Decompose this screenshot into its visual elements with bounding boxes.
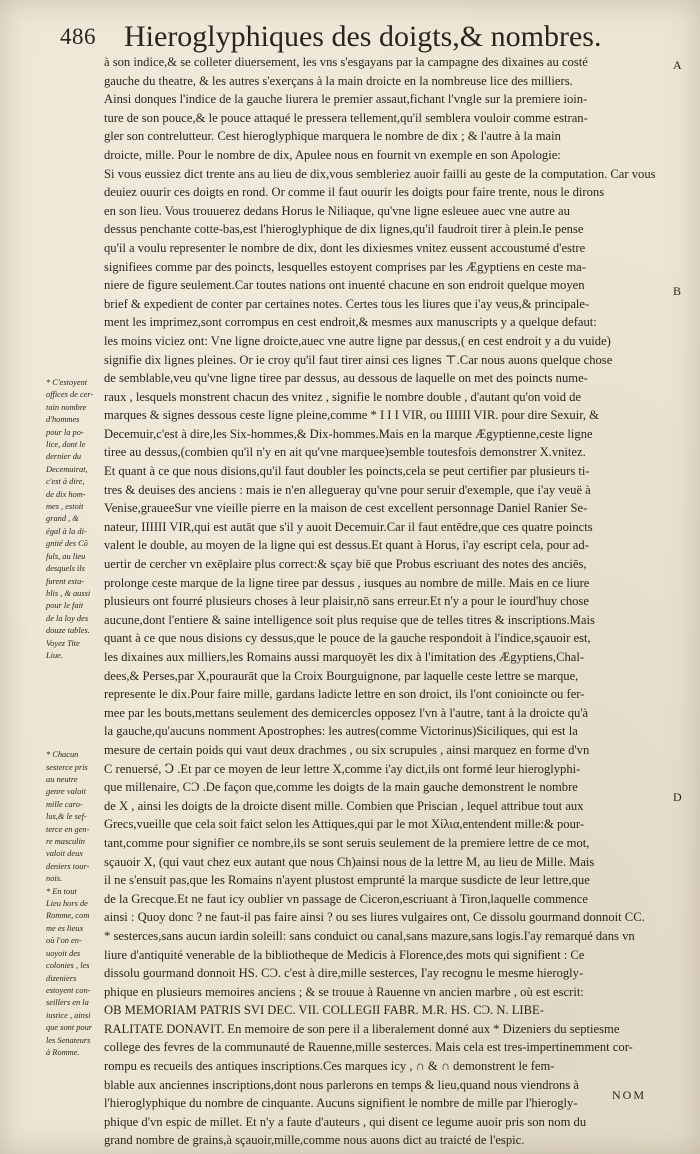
text-line: que millenaire, CƆ .De façon que,comme les doigts de la main gauche demonstrent le nombre bbox=[104, 780, 578, 795]
margin-note-line: furent esta- bbox=[46, 576, 85, 586]
margin-note-line: que sont pour bbox=[46, 1023, 93, 1033]
margin-note-line: uoyoit des bbox=[46, 948, 81, 958]
margin-note-line: re masculin bbox=[46, 837, 85, 847]
margin-note-line: pour la po- bbox=[46, 427, 84, 437]
text-line: Decemuir,c'est à dire,les Six-hommes,& Dix-hommes.Mais en la marque Ægyptienne,ceste ligne bbox=[104, 426, 593, 441]
text-line: nateur, IIIIII VIR,qui est autāt que s'il y auoit Decemuir.Car il faut entēdre,que ces quatre poincts bbox=[104, 519, 593, 534]
margin-note-line: iustice , ainsi bbox=[46, 1010, 91, 1020]
margin-note-line bbox=[46, 687, 96, 699]
margin-note-line: genre valoit bbox=[46, 787, 86, 797]
margin-note-line: colonies , les bbox=[46, 961, 90, 971]
text-line: Grecs,vueille que cela soit faict selon les Attiques,qui par le mot Χίλια,entendent mille:& pour- bbox=[104, 817, 585, 832]
margin-note-line: où l'on en- bbox=[46, 936, 82, 946]
margin-note-line: Liue. bbox=[46, 650, 63, 660]
margin-note-line: de dix hom- bbox=[46, 489, 86, 499]
margin-note-line: Romme, com bbox=[46, 911, 90, 921]
text-line: de X , ainsi les doigts de la droicte disent mille. Combien que Priscian , lequel attribue tout aux bbox=[104, 798, 584, 813]
body-text bbox=[104, 53, 670, 1148]
margin-note-line: égal à la di- bbox=[46, 526, 87, 536]
margin-note-line: d'hommes bbox=[46, 415, 80, 425]
margin-note-line: * En tout bbox=[46, 886, 77, 896]
margin-note-line: dizeniers bbox=[46, 973, 77, 983]
margin-note-line: fuls, au lieu bbox=[46, 551, 86, 561]
margin-note-line bbox=[46, 675, 96, 687]
text-line: mesure de certain poids qui vaut deux drachmes , ou six scrupules , ainsi marquez en forme d'vn bbox=[104, 742, 590, 757]
text-line: à son indice,& se colleter diuersement, les vns s'esgayans par la campagne des dixaines au costé bbox=[104, 55, 588, 69]
margin-note-line: lus,& le sef- bbox=[46, 812, 87, 822]
text-line: grand nombre de grains,à sçauoir,mille,comme nous auons dict au traicté de l'espic. bbox=[104, 1133, 525, 1148]
text-line: les dixaines aux milliers,les Romains aussi marquoyēt les dix à l'imitation des Ægyptiens,Chal- bbox=[104, 650, 585, 664]
text-line: gauche du theatre, & les autres s'exerçans à la main droicte en la nombreuse lice des milliers. bbox=[104, 73, 573, 88]
text-line: les moins viciez ont: Vne ligne droicte,auec vne autre ligne par dessus,( en cest endroit y a du vuide) bbox=[104, 333, 611, 348]
text-line: signifie dix lignes pleines. Or ie croy qu'il faut tirer ainsi ces lignes ⊤.Car nous auons quelque chose bbox=[104, 352, 613, 367]
margin-note-line: de la loy des bbox=[46, 613, 89, 623]
margin-note-line: me es lieux bbox=[46, 923, 84, 933]
margin-note-line: au neutre bbox=[46, 775, 78, 784]
margin-note-line: * Chacun bbox=[46, 750, 79, 760]
text-line: uertir de cercher vn exēplaire plus correct:& sçay biē que Probus escriuant des notes des anciēs, bbox=[104, 557, 587, 572]
margin-note-line: sesterce pris bbox=[46, 762, 88, 772]
text-line: tant,comme pour signifier ce nombre,ils se sont seruis seulement de la premiere lettre de ce mot, bbox=[104, 835, 590, 850]
margin-note-line: tain nombre bbox=[46, 402, 87, 412]
text-line: phique en plusieurs memoires anciens ; & se trouue à Rauenne vn ancien marbre , où est escrit: bbox=[104, 984, 584, 999]
margin-note-line: * C'estoyent bbox=[46, 378, 88, 387]
text-line: mee par les bouts,mettans seulement des demicercles opposez l'vn à l'autre, tant à la droicte qu'à bbox=[104, 705, 589, 720]
text-line: liure d'antiquité venerable de la bibliotheque de Medicis à Florence,des mots qui signifient : Ce bbox=[104, 947, 585, 962]
margin-letter-a: A bbox=[673, 58, 682, 72]
margin-note-line bbox=[46, 712, 96, 724]
margin-note-line: blis , & aussi bbox=[46, 588, 91, 598]
text-line: aucune,dont l'entiere & saine intelligence soit plus requise que de telles titres & inscriptions.Mais bbox=[104, 612, 595, 627]
text-line: raux , lesquels monstrent chacun des vnitez , signifie le nombre double , d'autant qu'on void de bbox=[104, 389, 582, 404]
margin-note-line: estoyent con- bbox=[46, 985, 91, 995]
text-line: prolonge ceste marque de la ligne tiree par dessus , iusques au nombre de mille. Mais en ce liure bbox=[104, 575, 590, 590]
text-line: marques & signes dessous ceste ligne pleine,comme * I I I VIR, ou IIIIII VIR. pour dire Sexuir, & bbox=[104, 408, 599, 423]
margin-note-line: valoit deux bbox=[46, 849, 83, 859]
text-line: il ne s'ensuit pas,que les Romains n'ayent plustost emprunté la marque susdicte de leur lettre,que bbox=[104, 873, 590, 888]
margin-note-line: terce en gen- bbox=[46, 824, 90, 834]
text-line: tres & deuises des anciens : mais ie n'en allegueray qu'vne pour seruir d'exemple, que i'ay veuë à bbox=[104, 482, 591, 497]
text-line: qu'il a voulu representer le nombre de dix, dont les dixiesmes vnitez eussent accoustumé d'estre bbox=[104, 240, 586, 255]
margin-note-line: mes , estoit bbox=[46, 502, 84, 512]
margin-note-line: mille caro- bbox=[46, 799, 83, 809]
margin-note-line: nois. bbox=[46, 874, 63, 884]
margin-note-line bbox=[46, 724, 96, 736]
text-line: deuiez ouurir ces doigts en rond. Or comme il faut ouurir les doigts pour faire trente, nous le dirons bbox=[104, 185, 605, 200]
margin-note-line: douze tables. bbox=[46, 626, 90, 636]
text-line: college des fevres de la communauté de Rauenne,mille sesterces. Mais cela est tres-impertinemment cor- bbox=[104, 1040, 633, 1055]
text-line: quant à ce que nous disions cy dessus,que le pouce de la gauche respondoit à l'indice,sçauoir est, bbox=[104, 631, 591, 646]
text-line: tiree au dessus,(combien qu'il n'y en ait qu'vne marquee)semble toutesfois demonstrer X.vnitez. bbox=[104, 445, 586, 460]
text-line: niere de figure seulement.Car toutes nations ont inuenté chacune en son endroit quelque moyen bbox=[104, 278, 585, 293]
margin-note-line: desquels ils bbox=[46, 564, 85, 574]
text-line: signifiees comme par des poincts, lesquelles estoyent comprises par les Ægyptiens en ceste ma- bbox=[104, 259, 586, 274]
margin-notes bbox=[46, 377, 96, 1102]
text-line: en son lieu. Vous trouuerez dedans Horus le Niliaque, qu'vne ligne esleuee auec vne autre au bbox=[104, 203, 570, 218]
margin-note-line bbox=[46, 662, 96, 674]
margin-note-line bbox=[46, 737, 96, 749]
text-line: plusieurs ont fourré plusieurs choses à leur plaisir,nō sans erreur.Et n'y a pour le iourd'huy chose bbox=[104, 594, 589, 609]
margin-note-line: à Romme. bbox=[46, 1047, 80, 1057]
text-line: dissolu gourmand donnoit HS. CƆ. c'est à dire,mille sesterces, I'ay recognu le mesme hierogly- bbox=[104, 966, 584, 981]
text-line: C renuersé, Ↄ .Et par ce moyen de leur lettre X,comme i'ay dict,ils ont formé leur hieroglyphi- bbox=[104, 761, 581, 776]
text-line: Si vous eussiez dict trente ans au lieu de dix,vous sembleriez auoir failli au geste de la computation. Car vous bbox=[104, 166, 656, 181]
margin-note-line bbox=[46, 700, 96, 712]
margin-note-line: dernier du bbox=[46, 452, 82, 462]
text-line: brief & expedient de conter par certaines notes. Certes tous les liures que i'ay veus,& principale- bbox=[104, 296, 590, 311]
text-line: la gauche,qu'aucuns nomment Apostrophes: les autres(comme Victorinus)Siciliques, qui est la bbox=[104, 724, 578, 739]
margin-note-line: Voyez Tite bbox=[46, 638, 80, 648]
margin-note-line: c'est à dire, bbox=[46, 477, 85, 487]
text-line: de semblable,veu qu'vne ligne tiree par dessus, au dessous de laquelle on met des poincts nume- bbox=[104, 371, 588, 386]
text-line: phique d'vn espic de millet. Et n'y a faute d'auteurs , qui disent ce legume auoir pris son nom du bbox=[104, 1114, 587, 1129]
page-number: 486 bbox=[60, 24, 96, 49]
text-line: rompu es recueils des antiques inscriptions.Ces marques icy , ∩ & ∩ demonstrent le fem- bbox=[104, 1059, 555, 1074]
text-line: Venise,graueeSur vne vieille pierre en la maison de cest excellent personnage Daniel Ranier Se- bbox=[104, 501, 588, 516]
text-line: Et quant à ce que nous disions,qu'il faut doubler les poincts,cela se peut certifier par plusieurs ti- bbox=[104, 464, 590, 479]
margin-note-line: gnité des Cō bbox=[46, 539, 88, 549]
text-line: ment les imprimez,sont corrompus en cest endroit,& mesmes aux manuscripts y a quelque defaut: bbox=[104, 315, 597, 330]
margin-note-line: deniers tour- bbox=[46, 861, 90, 871]
margin-note-line: grand , & bbox=[46, 514, 79, 524]
text-line: dees,& Perses,par X,pouraurāt que la Croix Bourguignone, par laquelle ceste lettre se marque, bbox=[104, 668, 579, 683]
text-line: represente le dix.Pour faire mille, gardans ladicte lettre en son droict, ils l'ont conioincte ou fer- bbox=[104, 687, 585, 702]
text-line: ture de son pouce,& le pouce attaqué le pressera tellement,qu'il semblera vouloir comme estran- bbox=[104, 110, 588, 125]
margin-note-line: Decemuirat, bbox=[46, 464, 88, 474]
text-line: valent le double, au moyen de la ligne qui est dessus.Et quant à Horus, i'ay escript cela, pour ad- bbox=[104, 538, 589, 553]
text-line: gler son contrelutteur. Cest hieroglyphique marquera le nombre de dix ; & l'autre à la main bbox=[104, 129, 561, 144]
margin-note-line: pour le fait bbox=[46, 601, 84, 611]
text-line: sçauoir X, (qui vaut chez eux autant que nous Ch)ainsi nous de la lettre M, au lieu de Mille. Mais bbox=[104, 854, 595, 869]
running-title: Hieroglyphiques des doigts,& nombres. bbox=[124, 20, 602, 53]
text-line: de la Grecque.Et ne faut icy oublier vn passage de Ciceron,escriuant à Tiron,laquelle commence bbox=[104, 891, 588, 906]
margin-letter-d: D bbox=[673, 790, 682, 804]
margin-letter-b: B bbox=[673, 284, 682, 298]
text-line: l'hieroglyphique du nombre de cinquante. Aucuns signifient le nombre de mille par l'hierogly- bbox=[104, 1096, 578, 1111]
text-line: droicte, mille. Pour le nombre de dix, Apulee nous en fournit vn exemple en son Apologie: bbox=[104, 147, 561, 162]
text-line: * sesterces,sans aucun iardin soleill: sans conduict ou canal,sans mazure,sans logis.I'ay remarqué dans vn bbox=[104, 928, 635, 943]
text-line: Ainsi donques l'indice de la gauche liurera le premier assaut,fichant l'vngle sur la premiere ioin- bbox=[104, 92, 588, 107]
margin-note-line: offices de cer- bbox=[46, 390, 94, 400]
margin-note-line: les Senateurs bbox=[46, 1035, 91, 1045]
margin-note-line: seillers en la bbox=[46, 998, 89, 1008]
margin-note-line: Lieu hors de bbox=[46, 899, 88, 909]
text-line: dessus penchante cotte-bas,est l'hieroglyphique de dix lignes,qu'il faudroit tirer à plein.Ie pense bbox=[104, 222, 584, 237]
text-line: RALITATE DONAVIT. En memoire de son pere il a liberalement donné aux * Dizeniers du septiesme bbox=[104, 1021, 620, 1036]
margin-note-line: lice, dont le bbox=[46, 440, 86, 450]
text-line: ainsi : Quoy donc ? ne faut-il pas faire ainsi ? ou ses liures vulgaires ont, Ce dissolu gourmand donnoit CC. bbox=[104, 910, 645, 925]
text-line: blable aux anciennes inscriptions,dont nous parlerons en temps & lieu,quand nous viendrons à bbox=[104, 1077, 579, 1092]
catchword: NOM bbox=[612, 1088, 647, 1102]
text-line: OB MEMORIAM PATRIS SVI DEC. VII. COLLEGII FABR. M.R. HS. CƆ. N. LIBE- bbox=[104, 1003, 544, 1018]
